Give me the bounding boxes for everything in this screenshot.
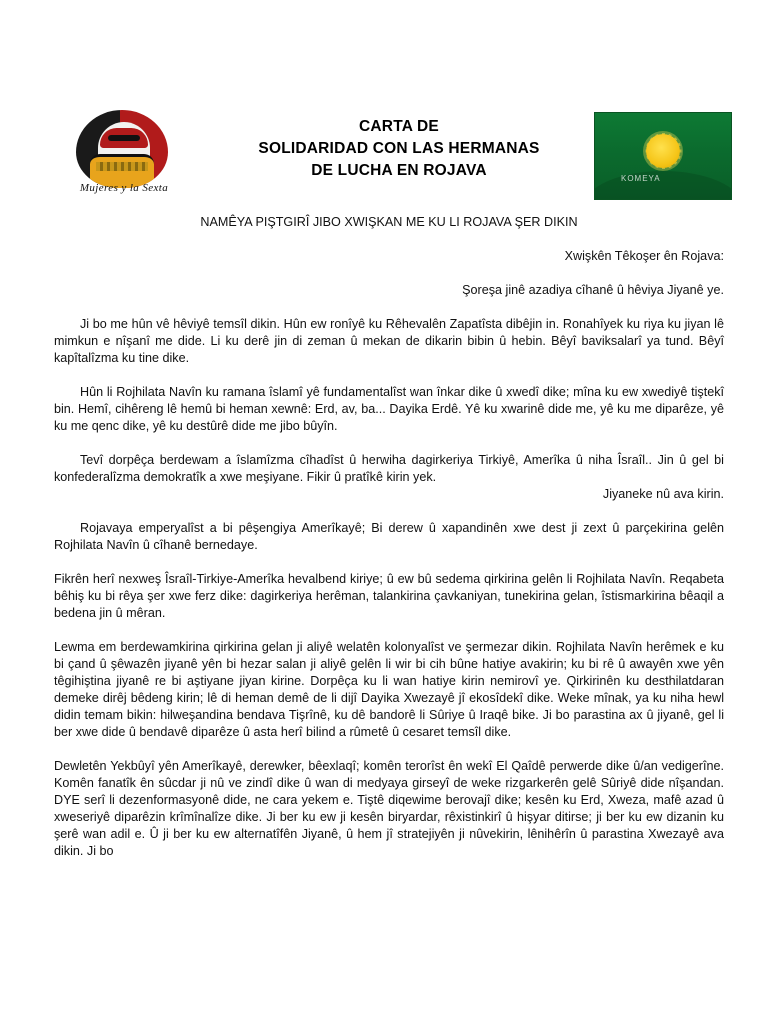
rojava-flag-image	[594, 112, 732, 200]
logo-caption: Mujeres y la Sexta	[79, 182, 169, 194]
document-header	[24, 96, 754, 214]
mujeres-y-la-sexta-logo	[68, 110, 180, 210]
paragraph: Hûn li Rojhilata Navîn ku ramana îslamî yê fundamentalîst wan înkar dike û xwedî dike; mîna ku ew xwediyê tiştekî bin. Hemî, cihêreng lê hemû bi heman xewnê: Erd, av, ba... Dayika Erdê. Yê ku xwarinê dide me, yê ku me diparêze, yê ku me qenc dike, yê ku destûrê dide me jibo bûyîn.	[54, 385, 724, 433]
top-margin	[0, 0, 778, 96]
flag-fold-shadow	[594, 171, 732, 200]
salutation: Xwişkên Têkoşer ên Rojava:	[564, 249, 724, 263]
document-subtitle: NAMÊYA PIŞTGIRÎ JIBO XWIŞKAN ME KU LI ROJAVA ŞER DIKIN	[200, 215, 578, 229]
document-body	[54, 214, 724, 860]
paragraph: Jiyaneke nû ava kirin.	[602, 487, 724, 501]
logo-bandolier	[96, 162, 148, 171]
logo-eyes	[108, 135, 140, 141]
flag-caption: KOMEYA	[621, 174, 661, 183]
paragraph: Fikrên herî nexweş Îsraîl-Tirkiye-Amerîka hevalbend kiriye; û ew bû sedema qirkirina gelên li Rojhilata Navîn. Reqabeta bêhiş ku bi rêya şer xwe ferz dike: dagirkeriya herêman, talankirina çavkaniyan, tunekirina gelan, îstismarkirina bêaqil a bedena jin û mêran.	[54, 572, 724, 620]
page-title-line-1: CARTA DE	[359, 118, 439, 135]
flag-sun-icon	[646, 134, 680, 168]
paragraph: Tevî dorpêça berdewam a îslamîzma cîhadîst û herwiha dagirkeriya Tirkiyê, Amerîka û niha Îsraîl.. Jin û gel bi konfederalîzma demokratîk a xwe meşiyane. Fikir û pratîkê kirin yek.	[54, 453, 724, 484]
paragraph: Ji bo me hûn vê hêviyê temsîl dikin. Hûn ew ronîyê ku Rêhevalên Zapatîsta dibêjin in. Ronahîyek ku riya ku jiyan lê mimkun e nîşanî me dide. Li ku derê jin di zeman û mekan de dikarin bibin û hebin. Bêyî baviksalarî ya tund. Bêyî kapîtalîzma ku tine dike.	[54, 317, 724, 365]
page-title-line-2: SOLIDARIDAD CON LAS HERMANAS	[258, 140, 540, 157]
paragraph: Rojavaya emperyalîst a bi pêşengiya Amerîkayê; Bi derew û xapandinên xwe dest jі zext û parçekirina gelên Rojhilata Navîn û cîhanê bernedaye.	[54, 521, 724, 552]
paragraph: Lewma em berdewamkirina qirkirina gelan ji aliyê welatên kolonyalîst ve şermezar dikin. Rojhilata Navîn herêmek e ku bi çand û şêwazên jiyanê yên bi hezar salan ji aliyê gelên li wir bi cih bûne hatiye avakirin; ku bi rê û awayên xwe yên têgihiştina jiyanê re bi aştiyane jiyan kirine. Dorpêça ku li wan hatiye kirin nemirovî ye. Qirkirinên ku desthilatdaran demeke dirêj bêdeng kirin; lê di heman demê de li dijî Dayika Xwezayê jî ekosîdekî dike. Weke mînak, ya ku niha hewl didin temam bikin: hilweşandina bendava Tişrînê, ku dê bandorê li Sûriye û Iraqê bike. Ji bo parastina ax û jiyanê, gel li ber xwe dide û bendavê diparêze û asta herî bilind a rûmetê û cesaret temsîl dike.	[54, 640, 724, 739]
logo-disc	[76, 110, 168, 188]
page-title	[204, 116, 594, 182]
lead-sentence: Şoreşa jinê azadiya cîhanê û hêviya Jiyanê ye.	[462, 283, 724, 297]
paragraph: Dewletên Yekbûyî yên Amerîkayê, derewker, bêexlaqî; komên terorîst ên wekî El Qaîdê perwerde dike û/an vedigerîne. Komên fanatîk ên sûcdar ji nû ve zindî dike û wan di medyaya girseyî de weke rizgarkerên gelê Sûriyê dide nîşandan. DYE serî li dezenformasyonê dide, ne cara yekem e. Tiştê diqewime berovajî dike; kesên ku Erd, Xweza, mafê azad û xweseriyê diparêzin krîmînalîze dike. Ji ber ku ew ji kesên biryardar, rêxistinkirî û hişyar ditirse; ji ber ku ew dizanin ku şerê wan adil e. Û ji ber ku ew alternatîfên Jiyanê, û hem jî stratejiyên ji nûvekirin, lênihêrîn û parastina Xwezayê ava dikin. Ji bo	[54, 759, 724, 858]
page-title-line-3: DE LUCHA EN ROJAVA	[311, 162, 487, 179]
